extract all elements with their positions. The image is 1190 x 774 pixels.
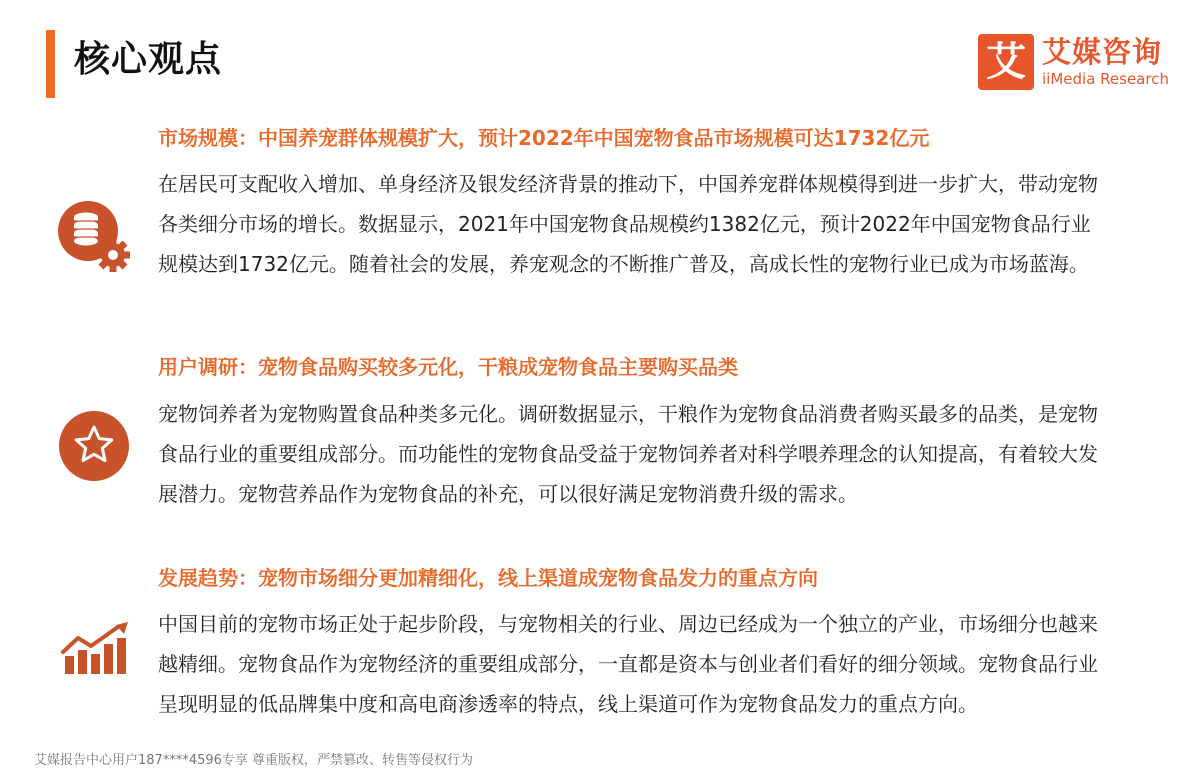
logo-name-en: iiMedia Research	[1042, 70, 1169, 88]
section-body-market-size: 在居民可支配收入增加、单身经济及银发经济背景的推动下，中国养宠群体规模得到进一步扩大，带动宠物各类细分市场的增长。数据显示，2021年中国宠物食品规模约1382亿元，预计2022年中国宠物食品行业规模达到1732亿元。随着社会的发展，养宠观念的不断推广普及，高成长性的宠物行业已成为市场蓝海。	[158, 172, 1098, 276]
page-title: 核心观点	[74, 39, 223, 80]
section-body-trend: 中国目前的宠物市场正处于起步阶段，与宠物相关的行业、周边已经成为一个独立的产业，市场细分也越来越精细。宠物食品作为宠物经济的重要组成部分，一直都是资本与创业者们看好的细分领域。宠物食品行业呈现明显的低品牌集中度和高电商渗透率的特点，线上渠道可作为宠物食品发力的重点方向。	[158, 612, 1098, 716]
coins-gear-icon	[58, 200, 130, 272]
logo-name-cn: 艾媒咨询	[1042, 35, 1163, 69]
footer-watermark: 艾媒报告中心用户187****4596专享 尊重版权，严禁篡改、转售等侵权行为	[34, 753, 474, 768]
title-accent-bar	[46, 30, 55, 98]
brand-logo	[978, 34, 1168, 90]
section-heading-trend: 发展趋势：宠物市场细分更加精细化，线上渠道成宠物食品发力的重点方向	[158, 566, 818, 590]
logo-mark-char: 艾	[986, 39, 1026, 85]
growth-chart-icon	[60, 622, 132, 694]
section-heading-market-size: 市场规模：中国养宠群体规模扩大，预计2022年中国宠物食品市场规模可达1732亿元	[158, 126, 930, 150]
logo-mark	[978, 34, 1034, 90]
star-icon	[58, 410, 130, 482]
section-body-user-survey: 宠物饲养者为宠物购置食品种类多元化。调研数据显示，干粮作为宠物食品消费者购买最多的品类，是宠物食品行业的重要组成部分。而功能性的宠物食品受益于宠物饲养者对科学喂养理念的认知提高，有着较大发展潜力。宠物营养品作为宠物食品的补充，可以很好满足宠物消费升级的需求。	[158, 402, 1098, 506]
section-heading-user-survey: 用户调研：宠物食品购买较多元化，干粮成宠物食品主要购买品类	[158, 355, 738, 379]
